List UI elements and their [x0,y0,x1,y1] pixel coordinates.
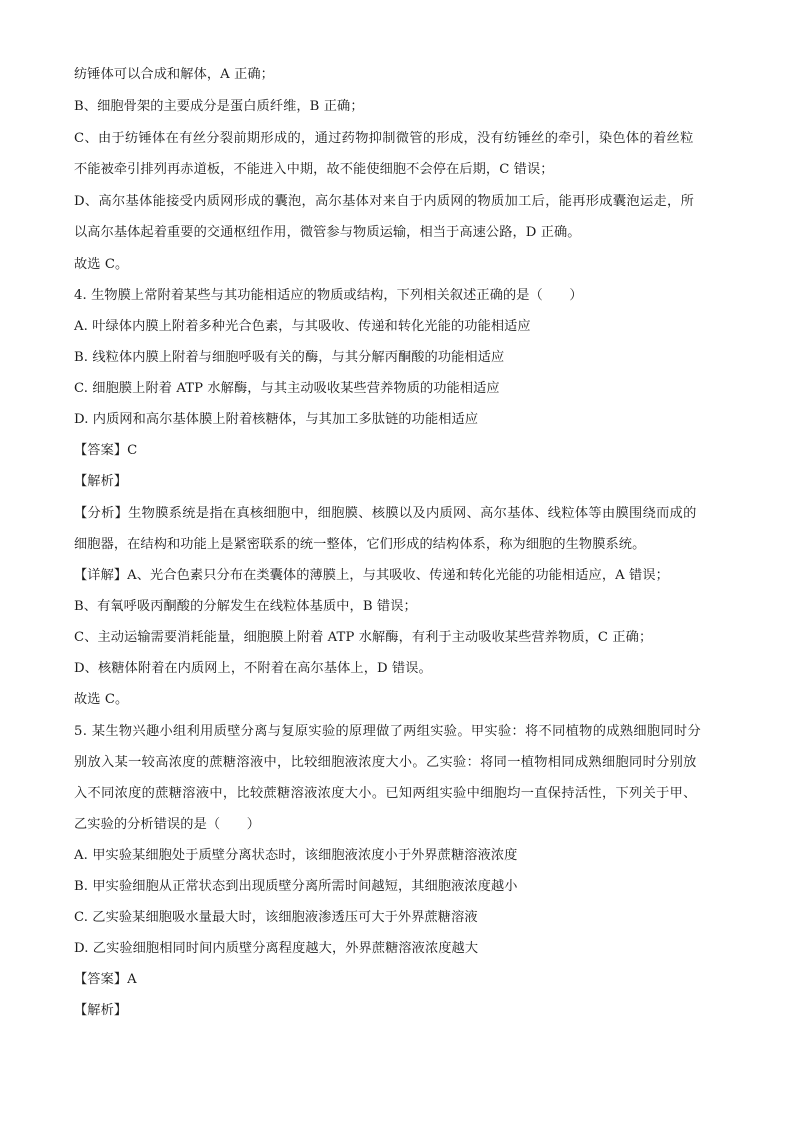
text-line: D、核糖体附着在内质网上，不附着在高尔基体上，D 错误。 [74,661,432,676]
option-b: B. 线粒体内膜上附着与细胞呼吸有关的酶，与其分解丙酮酸的功能相适应 [74,350,505,365]
option-d: D. 乙实验细胞相同时间内质壁分离程度越大，外界蔗糖溶液浓度越大 [74,941,479,956]
text-line: B、细胞骨架的主要成分是蛋白质纤维，B 正确； [74,99,364,114]
text-line: 故选 C。 [74,692,129,707]
option-d: D. 内质网和高尔基体膜上附着核糖体，与其加工多肽链的功能相适应 [74,412,479,427]
question-stem: 乙实验的分析错误的是（ ） [74,817,261,832]
question-stem: 5. 某生物兴趣小组利用质壁分离与复原实验的原理做了两组实验。甲实验：将不同植物的成熟细胞同时分 [74,724,702,739]
text-line: 细胞器，在结构和功能上是紧密联系的统一整体，它们形成的结构体系，称为细胞的生物膜系统。 [74,537,646,552]
question-stem: 入不同浓度的蔗糖溶液中，比较蔗糖溶液浓度大小。已知两组实验中细胞均一直保持活性，下列关于甲、 [74,786,697,801]
text-line: B、有氧呼吸丙酮酸的分解发生在线粒体基质中，B 错误； [74,599,417,614]
text-line: 不能被牵引排列再赤道板，不能进入中期，故不能使细胞不会停在后期，C 错误； [74,162,554,177]
option-a: A. 叶绿体内膜上附着多种光合色素，与其吸收、传递和转化光能的功能相适应 [74,319,531,334]
analysis-heading: 【解析】 [74,1003,128,1018]
text-line: C、主动运输需要消耗能量，细胞膜上附着 ATP 水解酶，有利于主动吸收某些营养物质，C 正确； [74,630,653,645]
text-line: 【详解】A、光合色素只分布在类囊体的薄膜上，与其吸收、传递和转化光能的功能相适应，A 错误； [74,568,669,583]
text-line: D、高尔基体能接受内质网形成的囊泡，高尔基体对来自于内质网的物质加工后，能再形成囊泡运走，所 [74,194,695,209]
question-stem: 4. 生物膜上常附着某些与其功能相适应的物质或结构，下列相关叙述正确的是（ ） [74,288,583,303]
option-c: C. 细胞膜上附着 ATP 水解酶，与其主动吸收某些营养物质的功能相适应 [74,381,500,396]
option-a: A. 甲实验某细胞处于质壁分离状态时，该细胞液浓度小于外界蔗糖溶液浓度 [74,848,518,863]
answer-label: 【答案】C [74,443,138,458]
option-c: C. 乙实验某细胞吸水量最大时，该细胞液渗透压可大于外界蔗糖溶液 [74,910,478,925]
text-line: 以高尔基体起着重要的交通枢纽作用，微管参与物质运输，相当于高速公路，D 正确。 [74,225,581,240]
text-line: C、由于纺锤体在有丝分裂前期形成的，通过药物抑制微管的形成，没有纺锤丝的牵引，染色体的着丝粒 [74,131,694,146]
text-line: 【分析】生物膜系统是指在真核细胞中，细胞膜、核膜以及内质网、高尔基体、线粒体等由膜围绕而成的 [74,506,697,521]
analysis-heading: 【解析】 [74,474,128,489]
question-stem: 别放入某一较高浓度的蔗糖溶液中，比较细胞液浓度大小。乙实验：将同一植物相同成熟细胞同时分别放 [74,755,697,770]
text-line: 纺锤体可以合成和解体，A 正确； [74,67,274,82]
text-line: 故选 C。 [74,257,129,272]
option-b: B. 甲实验细胞从正常状态到出现质壁分离所需时间越短，其细胞液浓度越小 [74,879,518,894]
answer-label: 【答案】A [74,972,137,987]
